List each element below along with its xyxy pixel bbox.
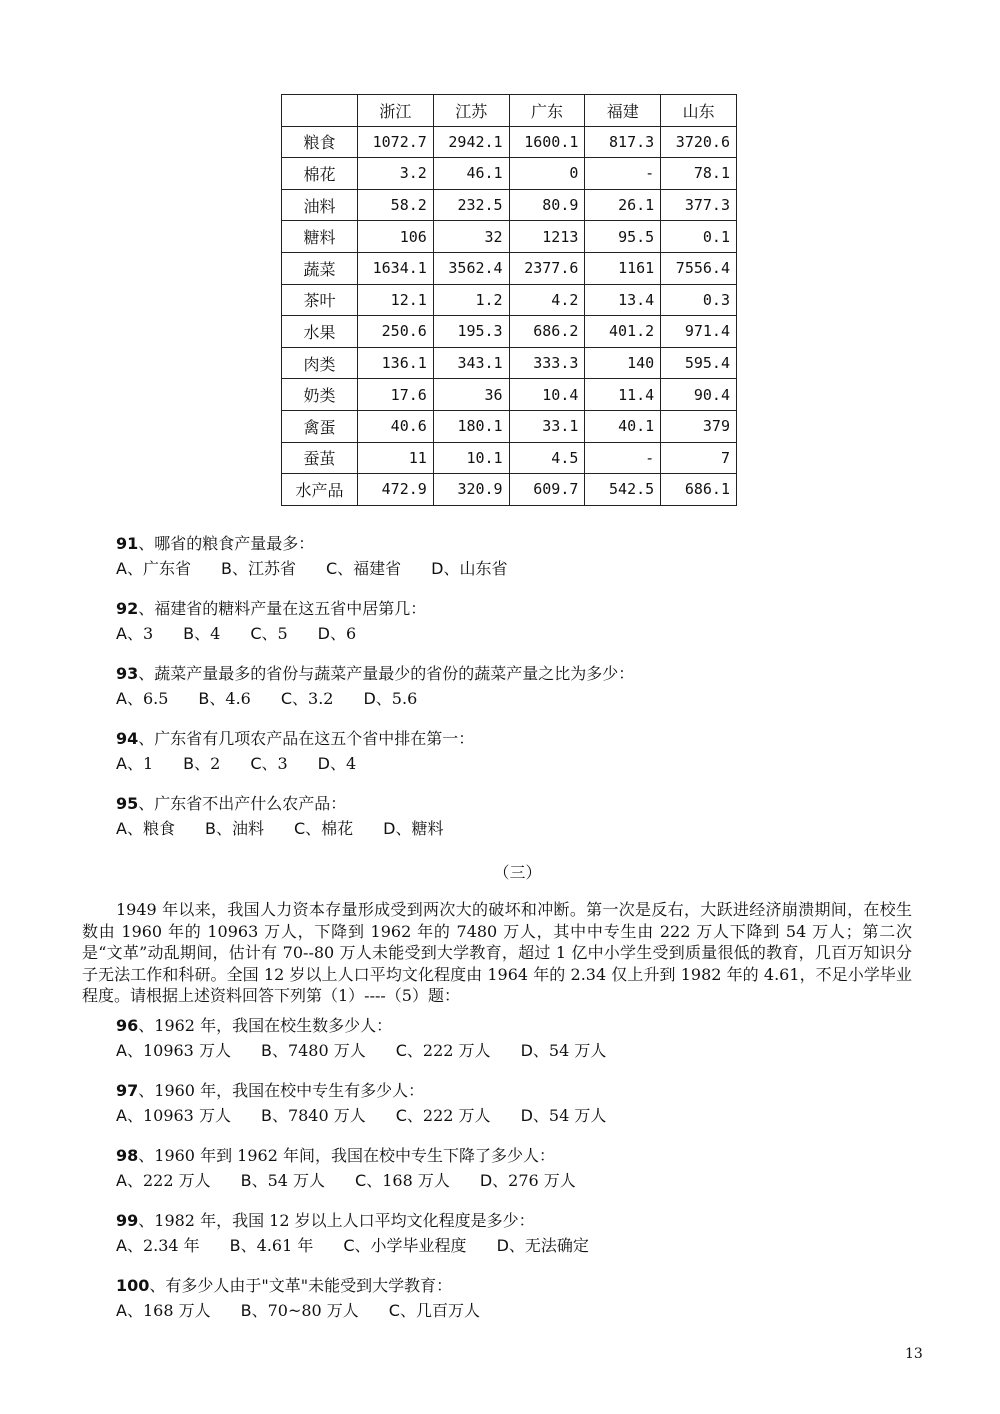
table-row [282, 284, 737, 316]
option-text: 、广东省 [126, 559, 191, 578]
answer-option [480, 1170, 576, 1192]
option-letter: B [183, 624, 195, 643]
question-92 [116, 598, 426, 620]
table-row-label: 禽蛋 [282, 410, 358, 442]
table-cell: 343.1 [433, 347, 509, 379]
option-text: 、5.6 [375, 689, 418, 708]
question-97 [116, 1080, 424, 1102]
option-letter: B [260, 1041, 272, 1060]
table-cell: 377.3 [661, 189, 737, 221]
table-header-cell: 江苏 [433, 95, 509, 127]
table-cell: 1161 [585, 252, 661, 284]
table-cell: 401.2 [585, 316, 661, 348]
option-text: 、棉花 [305, 819, 354, 838]
table-cell: 40.6 [358, 410, 434, 442]
table-cell: 11 [358, 442, 434, 474]
table-cell: 7556.4 [661, 252, 737, 284]
table-cell: 95.5 [585, 221, 661, 253]
answer-option [521, 1040, 607, 1062]
option-letter: C [325, 559, 338, 578]
question-99 [116, 1210, 535, 1232]
answer-option [116, 753, 153, 775]
option-text: 、10963 万人 [126, 1106, 231, 1125]
question-100 [116, 1275, 452, 1297]
table-row [282, 410, 737, 442]
answer-option [318, 753, 357, 775]
option-text: 、222 万人 [406, 1106, 491, 1125]
answer-option [205, 818, 264, 840]
option-letter: D [383, 819, 396, 838]
answer-option [363, 688, 417, 710]
table-cell: 1213 [509, 221, 585, 253]
answer-option [183, 753, 220, 775]
option-letter: C [343, 1236, 355, 1255]
table-cell: 136.1 [358, 347, 434, 379]
table-row-label: 蚕茧 [282, 442, 358, 474]
table-row-label: 油料 [282, 189, 358, 221]
answer-option [343, 1235, 466, 1257]
question-text: 、福建省的糖料产量在这五省中居第几： [138, 599, 427, 618]
option-letter: B [183, 754, 195, 773]
option-letter: C [388, 1301, 400, 1320]
table-row [282, 189, 737, 221]
table-cell: 250.6 [358, 316, 434, 348]
table-cell: 379 [661, 410, 737, 442]
option-text: 、3 [126, 624, 154, 643]
option-letter: D [317, 624, 330, 643]
table-cell: 971.4 [661, 316, 737, 348]
option-letter: D [479, 1171, 493, 1190]
question-number: 93 [116, 664, 139, 683]
option-text: 、几百万人 [399, 1301, 480, 1320]
answer-options [116, 1170, 606, 1192]
answer-options [116, 753, 386, 775]
option-text: 、无法确定 [508, 1236, 589, 1255]
question-text: 、1960 年到 1962 年间，我国在校中专生下降了多少人： [138, 1146, 555, 1165]
table-cell: 78.1 [661, 158, 737, 190]
option-text: 、168 万人 [366, 1171, 450, 1190]
option-letter: D [431, 559, 444, 578]
table-cell: 0.1 [661, 221, 737, 253]
table-cell: 333.3 [509, 347, 585, 379]
option-letter: D [496, 1236, 509, 1255]
answer-options [116, 1105, 636, 1127]
option-text: 、4.61 年 [240, 1236, 314, 1255]
option-text: 、福建省 [337, 559, 402, 578]
table-cell: 1600.1 [509, 126, 585, 158]
answer-option [116, 1235, 200, 1257]
option-letter: C [280, 689, 293, 708]
table-cell: 90.4 [661, 379, 737, 411]
question-number: 94 [116, 729, 139, 748]
table-cell: 4.2 [509, 284, 585, 316]
option-text: 、2.34 年 [126, 1236, 200, 1255]
option-text: 、4 [194, 624, 221, 643]
question-94 [116, 728, 474, 750]
table-cell: 11.4 [585, 379, 661, 411]
table-row [282, 474, 737, 506]
question-96 [116, 1015, 392, 1037]
question-text: 、广东省有几项农产品在这五个省中排在第一： [138, 729, 475, 748]
table-cell: 2942.1 [433, 126, 509, 158]
table-cell: 58.2 [358, 189, 434, 221]
table-cell: 10.1 [433, 442, 509, 474]
answer-options [116, 1300, 510, 1322]
table-row [282, 379, 737, 411]
table-header-cell: 山东 [661, 95, 737, 127]
table-cell: 7 [661, 442, 737, 474]
option-letter: C [395, 1041, 407, 1060]
answer-option [281, 688, 334, 710]
option-text: 、粮食 [126, 819, 175, 838]
question-number: 99 [116, 1211, 139, 1230]
answer-option [261, 1105, 366, 1127]
answer-option [396, 1040, 491, 1062]
table-cell: 10.4 [509, 379, 585, 411]
table-cell: 3562.4 [433, 252, 509, 284]
answer-option [241, 1170, 325, 1192]
question-number: 91 [116, 534, 139, 553]
reading-paragraph: 1949 年以来，我国人力资本存量形成受到两次大的破坏和冲断。第一次是反右，大跃进经济崩溃期间，在校生数由 1960 年的 10963 万人，下降到 1962 年的 7480 万人，其中中专生由 222 万人下降到 54 万人；第二次是“文革”动乱期间，估计有 70--80 万人未能受到大学教育，超过 1 亿中小学生受到质量很低的教育，几百万知识分子无法工作和科研。全国 12 岁以上人口平均文化程度由 1964 年的 2.34 仅上升到 1982 年的 4.61，不足小学毕业程度。请根据上述资料回答下列第（1）----（5）题： [82, 900, 912, 1005]
table-row-label: 蔬菜 [282, 252, 358, 284]
answer-option [116, 1040, 231, 1062]
answer-options [116, 558, 538, 580]
table-row-label: 茶叶 [282, 284, 358, 316]
answer-option [116, 1170, 211, 1192]
answer-option [116, 818, 175, 840]
answer-option [250, 623, 287, 645]
question-text: 、哪省的粮食产量最多： [138, 534, 315, 553]
table-row [282, 347, 737, 379]
option-text: 、3.2 [292, 689, 334, 708]
table-cell: 80.9 [509, 189, 585, 221]
answer-option [221, 558, 296, 580]
answer-option [497, 1235, 589, 1257]
table-cell: 686.2 [509, 316, 585, 348]
table-row-label: 水产品 [282, 474, 358, 506]
option-text: 、54 万人 [251, 1171, 326, 1190]
option-text: 、70~80 万人 [251, 1301, 359, 1320]
table-cell: 1634.1 [358, 252, 434, 284]
option-letter: A [116, 1171, 127, 1190]
table-cell: 13.4 [585, 284, 661, 316]
option-letter: B [240, 1171, 252, 1190]
table-row-label: 肉类 [282, 347, 358, 379]
section-title: （三） [493, 863, 542, 882]
option-text: 、4 [330, 754, 357, 773]
question-text: 、1982 年，我国 12 岁以上人口平均文化程度是多少： [138, 1211, 535, 1230]
answer-option [261, 1040, 366, 1062]
answer-option [294, 818, 353, 840]
option-letter: D [363, 689, 376, 708]
answer-option [521, 1105, 607, 1127]
option-text: 、小学毕业程度 [354, 1236, 467, 1255]
table-cell: 542.5 [585, 474, 661, 506]
table-header-row [282, 95, 737, 127]
option-text: 、7480 万人 [271, 1041, 366, 1060]
answer-option [396, 1105, 491, 1127]
option-text: 、10963 万人 [126, 1041, 231, 1060]
answer-option [326, 558, 401, 580]
table-cell: 12.1 [358, 284, 434, 316]
option-text: 、2 [194, 754, 221, 773]
option-letter: C [395, 1106, 407, 1125]
option-text: 、6.5 [126, 689, 169, 708]
table-row [282, 158, 737, 190]
option-letter: B [198, 689, 210, 708]
table-cell: 40.1 [585, 410, 661, 442]
option-letter: C [293, 819, 306, 838]
answer-option [116, 558, 191, 580]
table-cell: 686.1 [661, 474, 737, 506]
question-text: 、有多少人由于"文革"未能受到大学教育： [149, 1276, 453, 1295]
answer-option [250, 753, 287, 775]
question-text: 、广东省不出产什么农产品： [138, 794, 347, 813]
answer-option [355, 1170, 450, 1192]
table-header-cell [282, 95, 358, 127]
option-letter: C [250, 624, 262, 643]
table-cell: 472.9 [358, 474, 434, 506]
option-text: 、276 万人 [492, 1171, 576, 1190]
option-letter: A [116, 1301, 127, 1320]
table-row [282, 442, 737, 474]
table-cell: 36 [433, 379, 509, 411]
question-91 [116, 533, 314, 555]
table-cell: 33.1 [509, 410, 585, 442]
answer-option [383, 818, 443, 840]
option-letter: D [317, 754, 330, 773]
table-cell: 1072.7 [358, 126, 434, 158]
option-text: 、54 万人 [532, 1041, 607, 1060]
table-row [282, 126, 737, 158]
answer-option [241, 1300, 359, 1322]
answer-option [198, 688, 250, 710]
answer-option [389, 1300, 480, 1322]
option-letter: A [116, 819, 127, 838]
answer-options [116, 623, 386, 645]
agri-output-table [281, 94, 737, 506]
option-text: 、6 [330, 624, 357, 643]
option-letter: D [520, 1106, 533, 1125]
table-cell: 140 [585, 347, 661, 379]
table-cell: 595.4 [661, 347, 737, 379]
answer-option [116, 1105, 231, 1127]
option-letter: A [116, 1236, 127, 1255]
option-letter: B [220, 559, 232, 578]
option-text: 、222 万人 [406, 1041, 491, 1060]
option-letter: B [240, 1301, 252, 1320]
question-text: 、蔬菜产量最多的省份与蔬菜产量最少的省份的蔬菜产量之比为多少： [138, 664, 635, 683]
table-header-cell: 浙江 [358, 95, 434, 127]
question-number: 97 [116, 1081, 139, 1100]
question-number: 92 [116, 599, 139, 618]
table-row-label: 粮食 [282, 126, 358, 158]
option-letter: A [116, 559, 127, 578]
question-text: 、1962 年，我国在校生数多少人： [138, 1016, 393, 1035]
option-letter: B [204, 819, 216, 838]
answer-option [431, 558, 507, 580]
table-cell: - [585, 442, 661, 474]
option-text: 、江苏省 [231, 559, 296, 578]
answer-options [116, 1235, 619, 1257]
question-number: 100 [116, 1276, 150, 1295]
table-cell: 3.2 [358, 158, 434, 190]
table-header-cell: 福建 [585, 95, 661, 127]
table-cell: 0 [509, 158, 585, 190]
question-number: 95 [116, 794, 139, 813]
table-cell: 32 [433, 221, 509, 253]
table-cell: 1.2 [433, 284, 509, 316]
answer-options [116, 688, 447, 710]
table-cell: 0.3 [661, 284, 737, 316]
table-cell: 232.5 [433, 189, 509, 221]
table-cell: - [585, 158, 661, 190]
table-cell: 320.9 [433, 474, 509, 506]
option-letter: B [229, 1236, 241, 1255]
answer-options [116, 1040, 636, 1062]
table-cell: 4.5 [509, 442, 585, 474]
answer-option [116, 1300, 211, 1322]
option-letter: A [116, 1041, 127, 1060]
table-row [282, 316, 737, 348]
table-row [282, 221, 737, 253]
table-row-label: 奶类 [282, 379, 358, 411]
table-cell: 46.1 [433, 158, 509, 190]
option-text: 、5 [261, 624, 288, 643]
option-text: 、糖料 [395, 819, 444, 838]
table-cell: 195.3 [433, 316, 509, 348]
option-text: 、1 [126, 754, 154, 773]
option-letter: A [116, 1106, 127, 1125]
option-text: 、222 万人 [126, 1171, 211, 1190]
table-row-label: 糖料 [282, 221, 358, 253]
option-text: 、3 [261, 754, 288, 773]
table-row-label: 水果 [282, 316, 358, 348]
table-cell: 180.1 [433, 410, 509, 442]
question-95 [116, 793, 346, 815]
table-cell: 106 [358, 221, 434, 253]
question-text: 、1960 年，我国在校中专生有多少人： [138, 1081, 425, 1100]
option-text: 、54 万人 [532, 1106, 607, 1125]
table-row [282, 252, 737, 284]
table-cell: 3720.6 [661, 126, 737, 158]
question-93 [116, 663, 634, 685]
answer-option [116, 688, 168, 710]
table-cell: 817.3 [585, 126, 661, 158]
option-text: 、168 万人 [126, 1301, 211, 1320]
table-cell: 17.6 [358, 379, 434, 411]
option-text: 、山东省 [443, 559, 508, 578]
question-number: 98 [116, 1146, 139, 1165]
answer-option [318, 623, 357, 645]
option-letter: A [116, 624, 127, 643]
option-text: 、7840 万人 [271, 1106, 366, 1125]
option-letter: A [116, 689, 127, 708]
option-letter: C [250, 754, 262, 773]
question-number: 96 [116, 1016, 139, 1035]
page-number: 13 [905, 1346, 923, 1362]
question-98 [116, 1145, 555, 1167]
option-letter: D [520, 1041, 533, 1060]
table-row-label: 棉花 [282, 158, 358, 190]
table-cell: 609.7 [509, 474, 585, 506]
option-letter: B [260, 1106, 272, 1125]
answer-option [183, 623, 220, 645]
table-cell: 2377.6 [509, 252, 585, 284]
answer-option [230, 1235, 314, 1257]
option-letter: C [355, 1171, 367, 1190]
option-letter: A [116, 754, 127, 773]
answer-options [116, 818, 474, 840]
option-text: 、4.6 [209, 689, 251, 708]
option-text: 、油料 [215, 819, 264, 838]
table-cell: 26.1 [585, 189, 661, 221]
table-header-cell: 广东 [509, 95, 585, 127]
answer-option [116, 623, 153, 645]
